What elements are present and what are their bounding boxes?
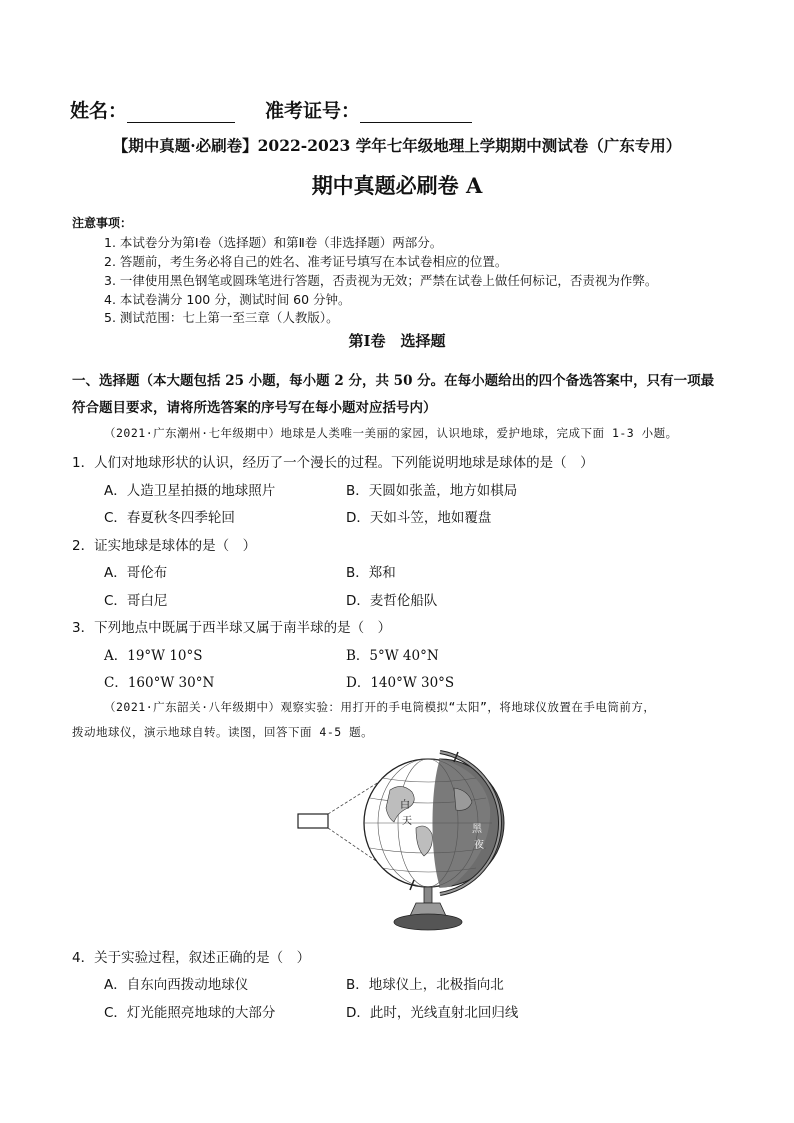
note-item: 4. 本试卷满分 100 分，测试时间 60 分钟。 xyxy=(104,292,351,307)
day-label-1: 白 xyxy=(400,800,410,811)
note-item: 5. 测试范围：七上第一至三章（人教版）。 xyxy=(104,310,339,325)
option-a[interactable]: A．19°W 10°S xyxy=(104,648,203,664)
option-d[interactable]: D．天如斗笠，地如覆盘 xyxy=(346,510,492,526)
option-a[interactable]: A．自东向西拨动地球仪 xyxy=(104,977,249,993)
page-title: 期中真题必刷卷 A xyxy=(311,173,483,198)
question-context: 拨动地球仪，演示地球自转。读图，回答下面 4-5 题。 xyxy=(72,725,374,739)
option-a[interactable]: A．哥伦布 xyxy=(104,565,168,581)
section-title: 第Ⅰ卷 选择题 xyxy=(348,332,446,350)
day-label-2: 天 xyxy=(402,816,412,827)
option-b[interactable]: B．郑和 xyxy=(346,565,396,581)
question-context: （2021·广东潮州·七年级期中）地球是人类唯一美丽的家园，认识地球，爱护地球，完成下面 1-3 小题。 xyxy=(104,426,678,440)
name-label: 姓名： xyxy=(70,100,128,122)
candidate-info-line xyxy=(70,96,472,123)
option-c[interactable]: C．春夏秋冬四季轮回 xyxy=(104,510,235,526)
option-b[interactable]: B．5°W 40°N xyxy=(346,648,439,664)
night-label-1: 黑 xyxy=(472,824,482,835)
option-b[interactable]: B．地球仪上，北极指向北 xyxy=(346,977,504,993)
option-a[interactable]: A．人造卫星拍摄的地球照片 xyxy=(104,483,276,499)
question-stem: 1．人们对地球形状的认识，经历了一个漫长的过程。下列能说明地球是球体的是（ ） xyxy=(72,455,594,471)
option-d[interactable]: D．此时，光线直射北回归线 xyxy=(346,1005,519,1021)
option-c[interactable]: C．160°W 30°N xyxy=(104,675,215,691)
notes-heading: 注意事项： xyxy=(72,216,133,230)
name-blank[interactable] xyxy=(127,102,235,123)
globe-experiment-figure xyxy=(290,748,530,938)
question-stem: 2．证实地球是球体的是（ ） xyxy=(72,538,257,554)
note-item: 3. 一律使用黑色钢笔或圆珠笔进行答题，否责视为无效；严禁在试卷上做任何标记，否责视为作弊。 xyxy=(104,273,658,288)
note-item: 1. 本试卷分为第Ⅰ卷（选择题）和第Ⅱ卷（非选择题）两部分。 xyxy=(104,235,443,250)
option-c[interactable]: C．哥白尼 xyxy=(104,593,168,609)
flashlight-icon xyxy=(298,814,328,828)
option-d[interactable]: D．140°W 30°S xyxy=(346,675,455,691)
question-stem: 3．下列地点中既属于西半球又属于南半球的是（ ） xyxy=(72,620,392,636)
exam-subtitle: 【期中真题·必刷卷】2022-2023 学年七年级地理上学期期中测试卷（广东专用） xyxy=(112,136,682,155)
option-b[interactable]: B．天圆如张盖，地方如棋局 xyxy=(346,483,518,499)
exam-id-blank[interactable] xyxy=(360,102,472,123)
note-item: 2. 答题前，考生务必将自己的姓名、准考证号填写在本试卷相应的位置。 xyxy=(104,254,508,269)
exam-id-label: 准考证号： xyxy=(265,100,361,122)
option-c[interactable]: C．灯光能照亮地球的大部分 xyxy=(104,1005,276,1021)
section-instruction: 一、选择题（本大题包括 25 小题，每小题 2 分，共 50 分。在每小题给出的四个备选答案中，只有一项最 xyxy=(72,373,715,389)
option-d[interactable]: D．麦哲伦船队 xyxy=(346,593,438,609)
night-label-2: 夜 xyxy=(474,840,484,851)
section-instruction: 符合题目要求，请将所选答案的序号写在每小题对应括号内） xyxy=(72,400,437,416)
question-context: （2021·广东韶关·八年级期中）观察实验：用打开的手电筒模拟“太阳”，将地球仪放置在手电筒前方， xyxy=(104,700,656,714)
question-stem: 4．关于实验过程，叙述正确的是（ ） xyxy=(72,950,311,966)
